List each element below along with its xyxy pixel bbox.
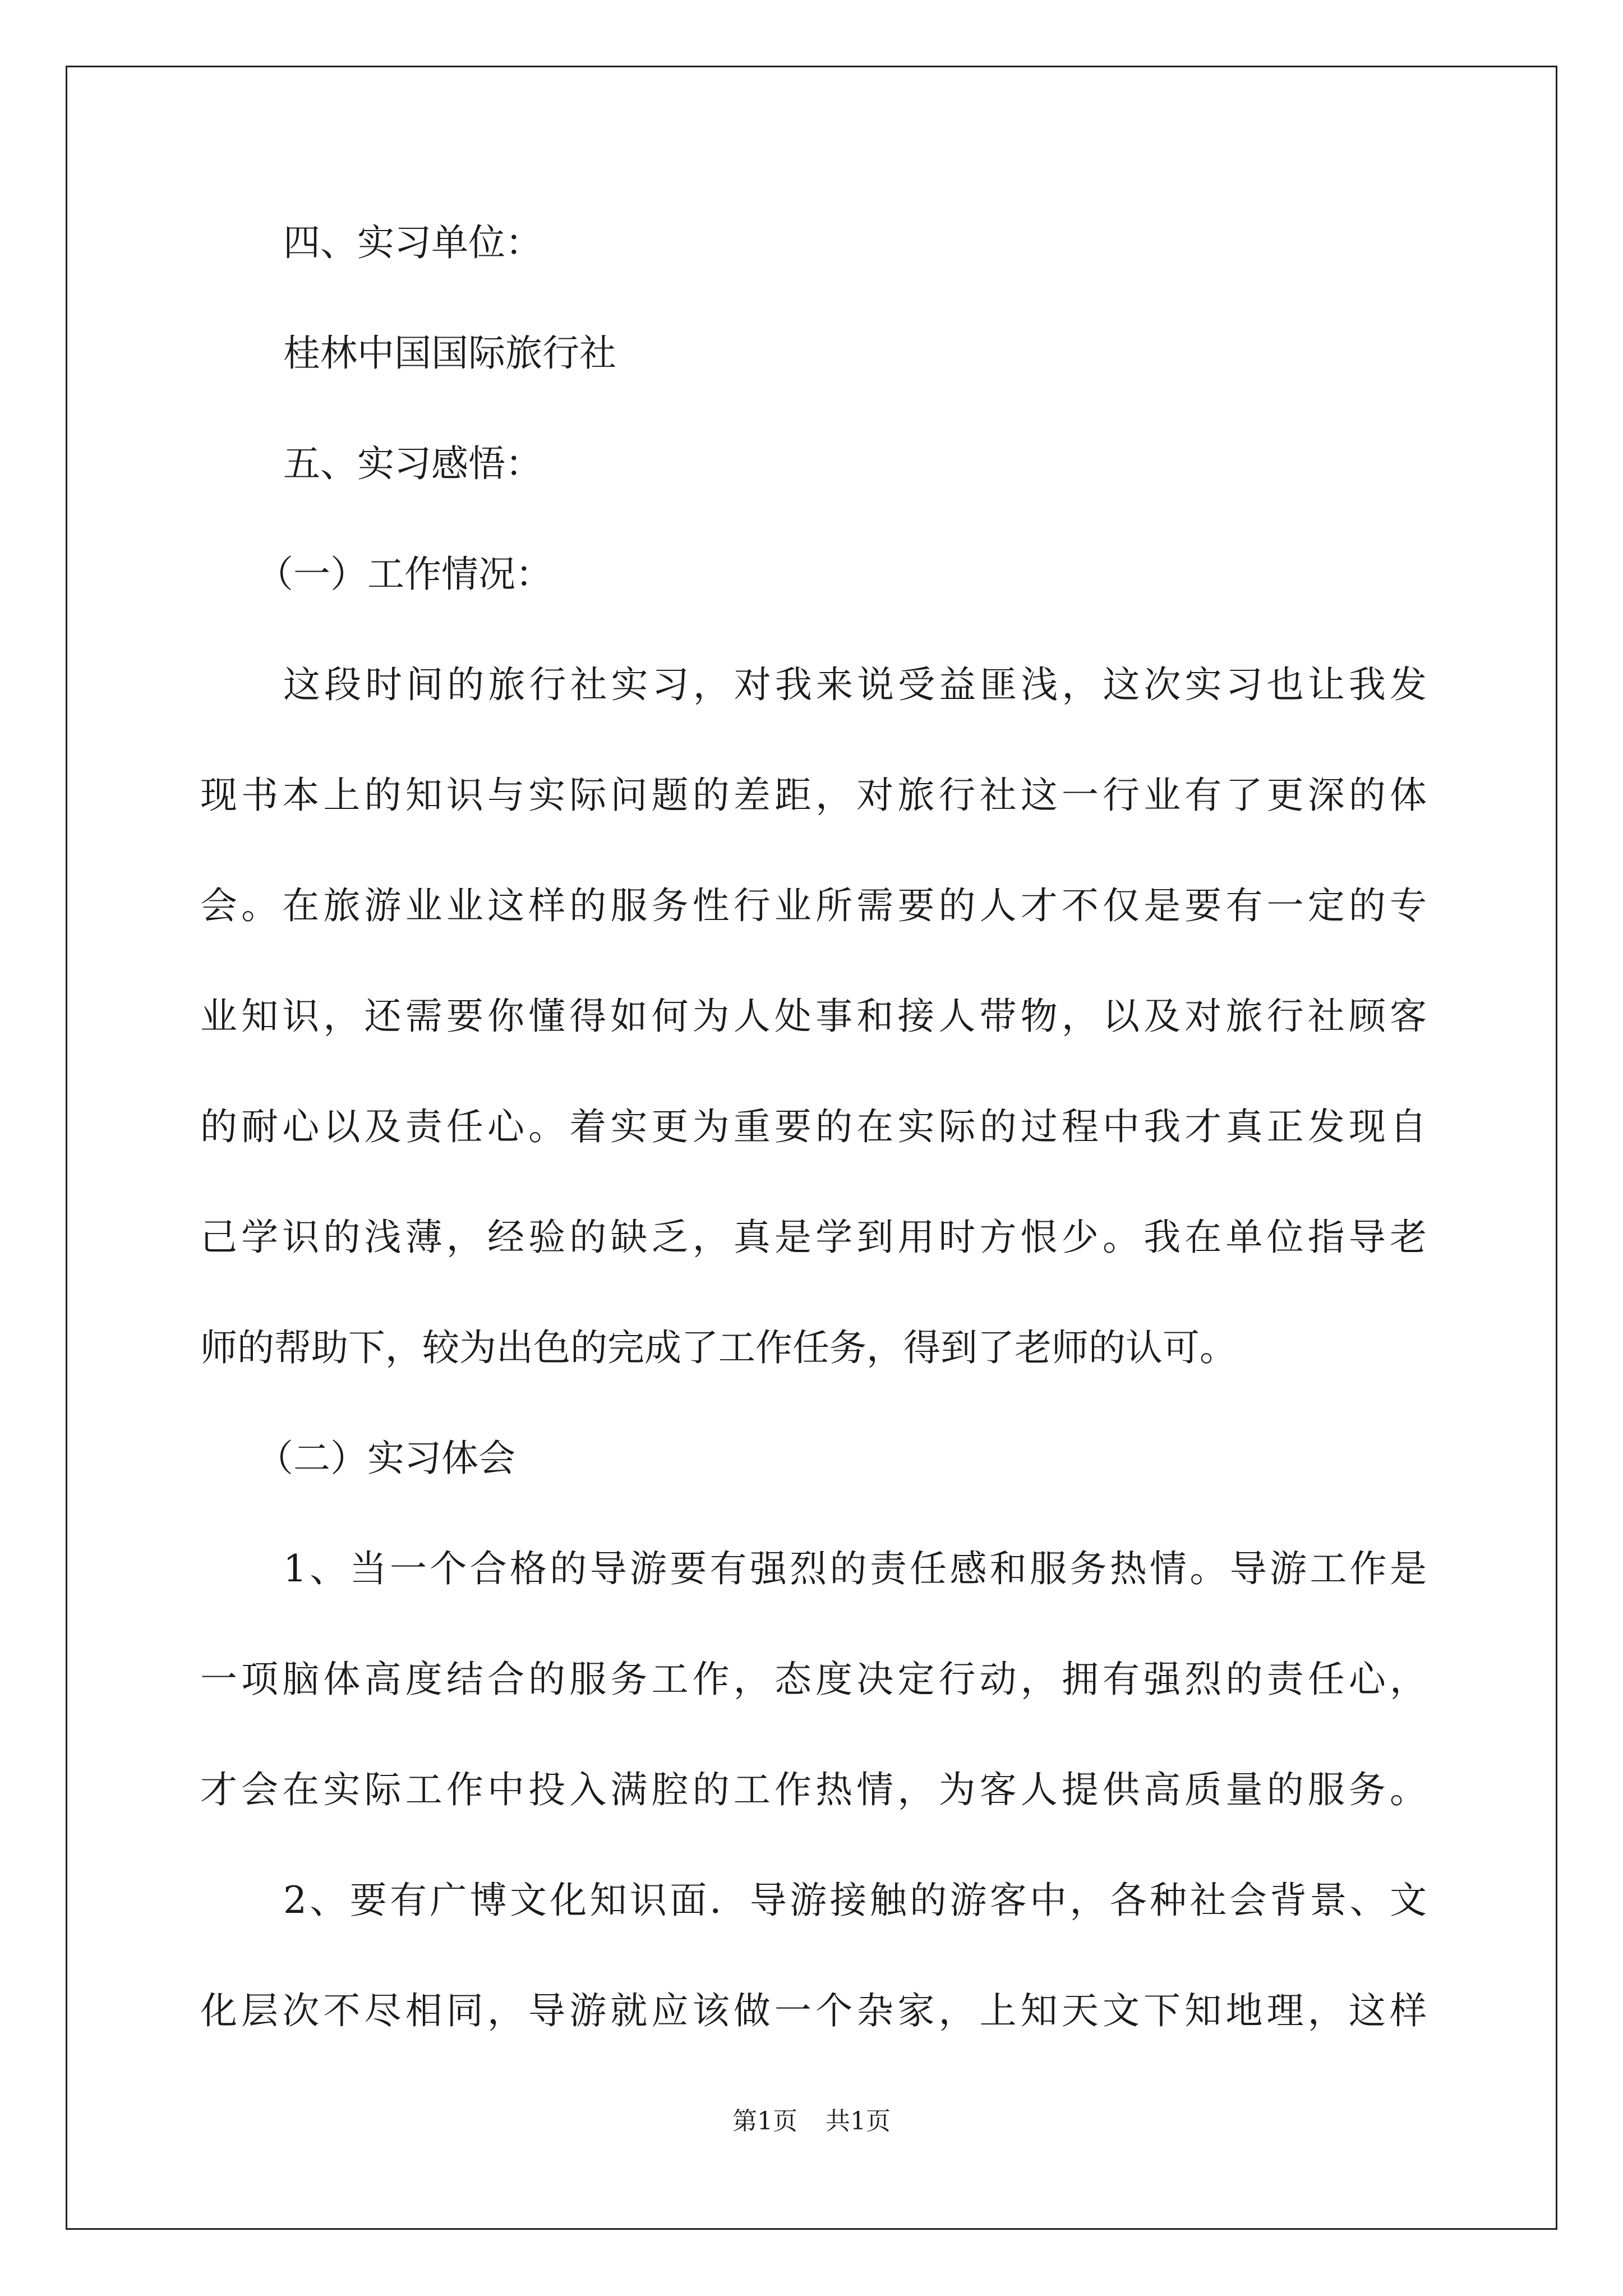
paragraph-line: 2、要有广博文化知识面．导游接触的游客中，各种社会背景、文 [283,1879,1427,1922]
paragraph-line: 的耐心以及责任心。着实更为重要的在实际的过程中我才真正发现自 [200,1105,1427,1148]
paragraph-line: 一项脑体高度结合的服务工作，态度决定行动，拥有强烈的责任心， [200,1658,1427,1701]
internship-unit-name: 桂林中国国际旅行社 [283,332,616,375]
subsection-heading-1: （一）工作情况： [256,553,552,596]
subsection-heading-2: （二）实习体会 [256,1437,515,1480]
page-footer [0,2105,1623,2138]
paragraph-line: 会。在旅游业业这样的服务性行业所需要的人才不仅是要有一定的专 [200,884,1427,927]
paragraph-line: 化层次不尽相同，导游就应该做一个杂家，上知天文下知地理，这样 [200,1989,1427,2032]
paragraph-line: 师的帮助下，较为出色的完成了工作任务，得到了老师的认可。 [200,1326,1237,1369]
section-heading-5: 五、实习感悟： [283,442,542,485]
paragraph-line: 业知识，还需要你懂得如何为人处事和接人带物，以及对旅行社顾客 [200,995,1427,1038]
page-number-total: 共1页 [826,2107,891,2136]
paragraph-line: 1、当一个合格的导游要有强烈的责任感和服务热情。导游工作是 [283,1547,1427,1590]
paragraph-line: 现书本上的知识与实际问题的差距，对旅行社这一行业有了更深的体 [200,774,1427,817]
section-heading-4: 四、实习单位： [283,221,542,264]
paragraph-line: 己学识的浅薄，经验的缺乏，真是学到用时方恨少。我在单位指导老 [200,1216,1427,1259]
paragraph-line: 这段时间的旅行社实习，对我来说受益匪浅，这次实习也让我发 [283,663,1427,706]
paragraph-line: 才会在实际工作中投入满腔的工作热情，为客人提供高质量的服务。 [200,1768,1427,1811]
page-number-current: 第1页 [732,2107,797,2136]
